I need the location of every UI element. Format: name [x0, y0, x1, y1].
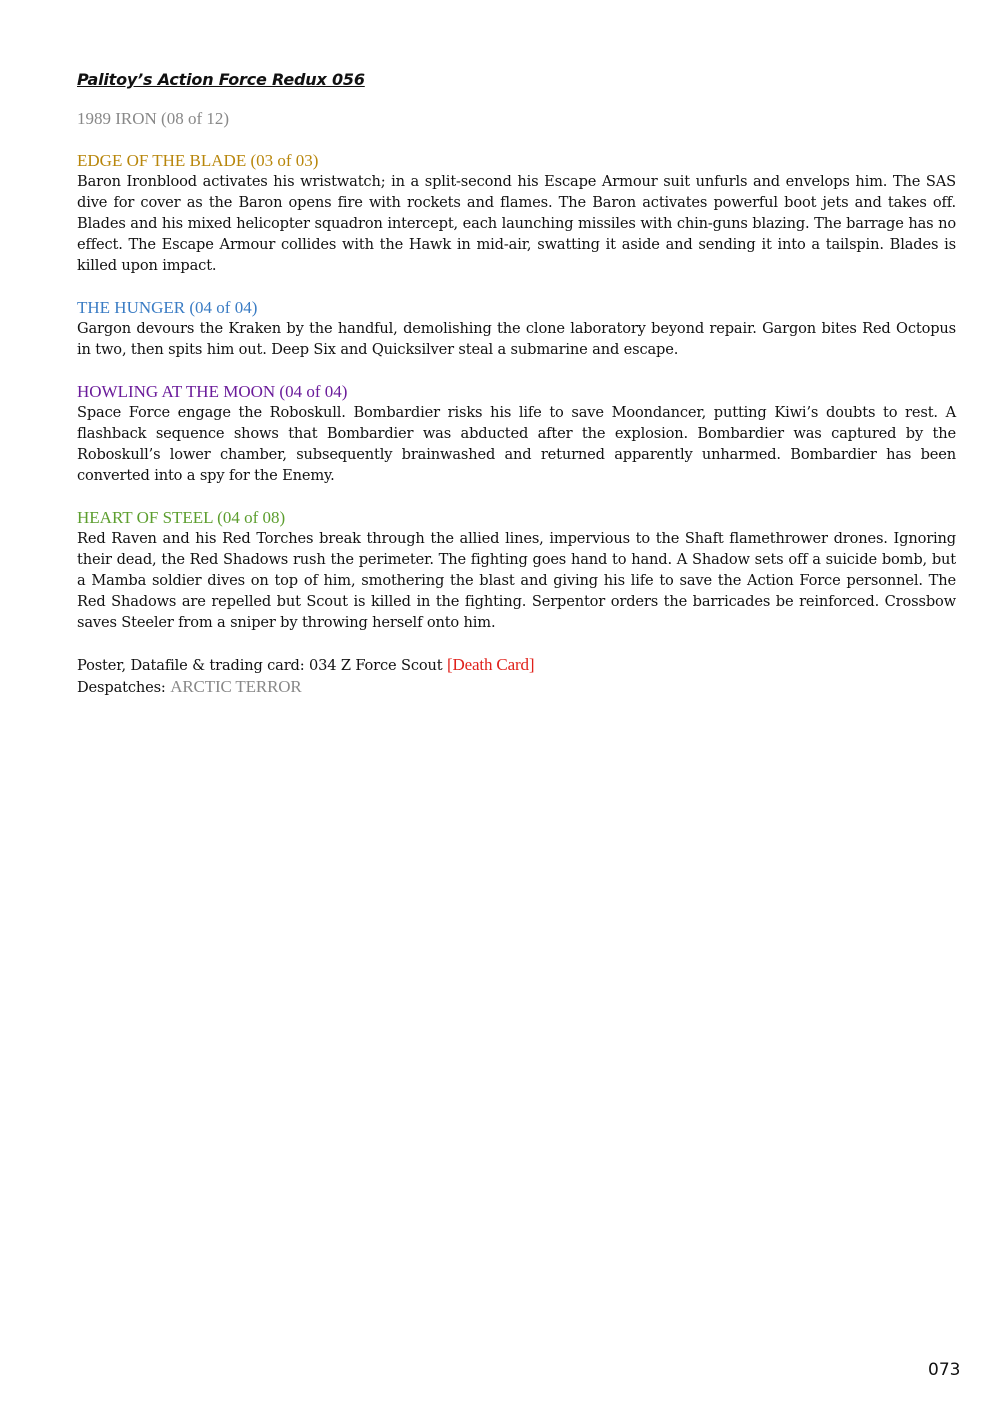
despatches-line — [77, 676, 956, 698]
story-text: Red Raven and his Red Torches break through the allied lines, impervious to the Shaft flamethrower drones. Ignoring their dead, the Red Shadows rush the perimeter. The fighting goes hand to hand. A Shadow sets off a suicide bomb, but a Mamba soldier dives on top of him, smothering the blast and giving his life to save the Action Force personnel. The Red Shadows are repelled but Scout is killed in the fighting. Serpentor orders the barricades be reinforced. Crossbow saves Steeler from a sniper by throwing herself onto him. — [77, 530, 956, 631]
poster-line — [77, 654, 956, 676]
story-howling-at-the-moon — [77, 381, 956, 486]
poster-label: Poster, Datafile & trading card: 034 Z Force Scout — [77, 657, 443, 674]
despatches-label: Despatches: — [77, 679, 166, 696]
story-edge-of-the-blade — [77, 150, 956, 276]
story-text: Gargon devours the Kraken by the handful, demolishing the clone laboratory beyond repair. Gargon bites Red Octopus in two, then spits him out. Deep Six and Quicksilver steal a submarine and escape. — [77, 320, 956, 358]
despatches-value: ARCTIC TERROR — [170, 677, 302, 696]
story-heart-of-steel — [77, 507, 956, 633]
story-heading: HOWLING AT THE MOON (04 of 04) — [77, 382, 348, 401]
document-page — [77, 66, 956, 698]
story-text: Baron Ironblood activates his wristwatch; in a split-second his Escape Armour suit unfurls and envelops him. The SAS dive for cover as the Baron opens fire with rockets and flames. The Baron activates powerful boot jets and takes off. Blades and his mixed helicopter squadron intercept, each launching missiles with chin-guns blazing. The barrage has no effect. The Escape Armour collides with the Hawk in mid-air, swatting it aside and sending it into a tailspin. Blades is killed upon impact. — [77, 173, 956, 274]
story-heading: EDGE OF THE BLADE (03 of 03) — [77, 151, 319, 170]
story-heading: HEART OF STEEL (04 of 08) — [77, 508, 286, 527]
death-card-label: [Death Card] — [446, 655, 535, 674]
story-the-hunger — [77, 297, 956, 360]
page-number: 073 — [928, 1360, 961, 1380]
story-heading: THE HUNGER (04 of 04) — [77, 298, 258, 317]
document-title: Palitoy’s Action Force Redux 056 — [77, 70, 365, 89]
issue-subtitle: 1989 IRON (08 of 12) — [77, 109, 230, 128]
story-text: Space Force engage the Roboskull. Bombardier risks his life to save Moondancer, putting Kiwi’s doubts to rest. A flashback sequence shows that Bombardier was abducted after the explosion. Bombardier was captured by the Roboskull’s lower chamber, subsequently brainwashed and returned apparently unharmed. Bombardier has been converted into a spy for the Enemy. — [77, 404, 956, 484]
